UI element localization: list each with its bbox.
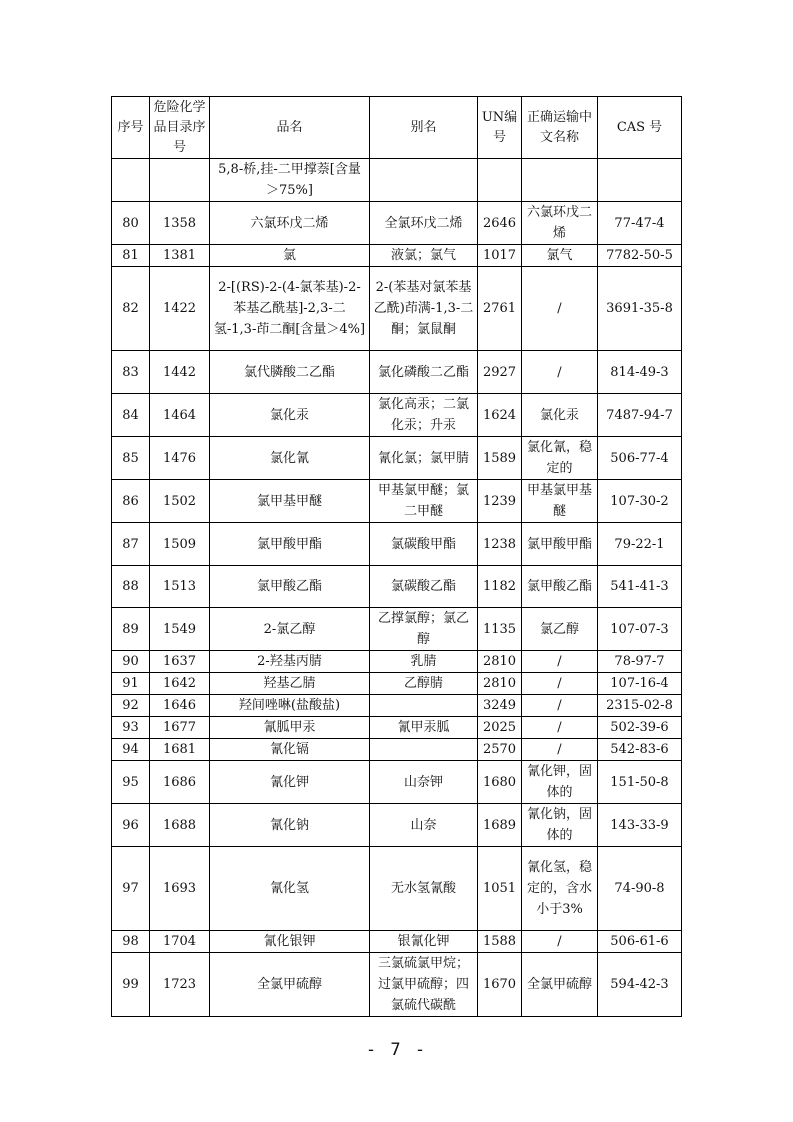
cell-catalog-seq: 1704 <box>150 931 210 953</box>
cell-transport-name: 氯化氰，稳定的 <box>522 437 598 480</box>
hazardous-chemicals-table <box>111 96 682 1017</box>
page-number: - 7 - <box>365 1040 428 1060</box>
cell-alias: 银氰化钾 <box>370 931 478 953</box>
cell-alias: 氰化氯；氯甲腈 <box>370 437 478 480</box>
cell-catalog-seq: 1637 <box>150 651 210 673</box>
cell-product-name: 氰化银钾 <box>210 931 370 953</box>
cell-transport-name: / <box>522 673 598 695</box>
cell-product-name: 氰化氢 <box>210 847 370 931</box>
cell-un-number: 1670 <box>478 953 522 1017</box>
cell-seq: 96 <box>112 804 150 847</box>
cell-seq: 93 <box>112 717 150 739</box>
cell-seq: 80 <box>112 202 150 245</box>
cell-catalog-seq: 1693 <box>150 847 210 931</box>
table-row <box>112 394 682 437</box>
header-seq: 序号 <box>112 97 150 159</box>
cell-transport-name: 氰化氢，稳定的，含水小于3% <box>522 847 598 931</box>
cell-alias: 乙撑氯醇；氯乙醇 <box>370 608 478 651</box>
cell-cas: 7487-94-7 <box>598 394 682 437</box>
cell-catalog-seq: 1464 <box>150 394 210 437</box>
table-row <box>112 523 682 566</box>
cell-transport-name: 全氯甲硫醇 <box>522 953 598 1017</box>
cell-un-number: 2810 <box>478 651 522 673</box>
table-header-row <box>112 97 682 159</box>
cell-seq: 99 <box>112 953 150 1017</box>
table-row <box>112 847 682 931</box>
cell-seq: 97 <box>112 847 150 931</box>
table-row <box>112 267 682 351</box>
cell-alias <box>370 739 478 761</box>
cell-un-number: 1017 <box>478 245 522 267</box>
cell-alias: 氯化高汞；二氯化汞；升汞 <box>370 394 478 437</box>
cell-catalog-seq: 1677 <box>150 717 210 739</box>
cell-alias: 氰甲汞胍 <box>370 717 478 739</box>
cell-seq: 92 <box>112 695 150 717</box>
cell-un-number: 2927 <box>478 351 522 394</box>
cell-product-name: 氯代膦酸二乙酯 <box>210 351 370 394</box>
cell-alias: 氯碳酸甲酯 <box>370 523 478 566</box>
cell-cas: 7782-50-5 <box>598 245 682 267</box>
cell-transport-name: / <box>522 267 598 351</box>
cell-cas: 3691-35-8 <box>598 267 682 351</box>
cell-catalog-seq: 1681 <box>150 739 210 761</box>
cell-cas: 151-50-8 <box>598 761 682 804</box>
cell-catalog-seq: 1723 <box>150 953 210 1017</box>
cell-seq: 94 <box>112 739 150 761</box>
table-row <box>112 931 682 953</box>
cell-seq: 98 <box>112 931 150 953</box>
cell-cas <box>598 159 682 202</box>
cell-transport-name: 六氯环戊二烯 <box>522 202 598 245</box>
cell-cas: 506-77-4 <box>598 437 682 480</box>
header-cas: CAS 号 <box>598 97 682 159</box>
table-row <box>112 437 682 480</box>
cell-cas: 542-83-6 <box>598 739 682 761</box>
cell-catalog-seq: 1509 <box>150 523 210 566</box>
cell-product-name: 羟基乙腈 <box>210 673 370 695</box>
cell-un-number: 1689 <box>478 804 522 847</box>
cell-seq: 90 <box>112 651 150 673</box>
cell-catalog-seq: 1358 <box>150 202 210 245</box>
table-row <box>112 651 682 673</box>
cell-un-number: 1588 <box>478 931 522 953</box>
cell-un-number: 3249 <box>478 695 522 717</box>
cell-cas: 506-61-6 <box>598 931 682 953</box>
cell-alias: 甲基氯甲醚；氯二甲醚 <box>370 480 478 523</box>
header-un-number: UN编号 <box>478 97 522 159</box>
cell-transport-name: / <box>522 651 598 673</box>
cell-un-number: 1238 <box>478 523 522 566</box>
cell-un-number: 1182 <box>478 566 522 608</box>
table-row-continuation <box>112 159 682 202</box>
cell-un-number: 1135 <box>478 608 522 651</box>
cell-transport-name: 氰化钾，固体的 <box>522 761 598 804</box>
cell-transport-name: 氯乙醇 <box>522 608 598 651</box>
cell-transport-name: 氯化汞 <box>522 394 598 437</box>
cell-seq: 81 <box>112 245 150 267</box>
cell-catalog-seq <box>150 159 210 202</box>
cell-seq <box>112 159 150 202</box>
cell-product-name: 六氯环戊二烯 <box>210 202 370 245</box>
cell-seq: 95 <box>112 761 150 804</box>
cell-product-name: 氯甲基甲醚 <box>210 480 370 523</box>
cell-transport-name <box>522 159 598 202</box>
cell-alias: 氯化磷酸二乙酯 <box>370 351 478 394</box>
cell-alias <box>370 159 478 202</box>
table-row <box>112 761 682 804</box>
cell-seq: 88 <box>112 566 150 608</box>
table-row <box>112 608 682 651</box>
table-row <box>112 953 682 1017</box>
cell-product-name: 氯化氰 <box>210 437 370 480</box>
cell-catalog-seq: 1646 <box>150 695 210 717</box>
cell-seq: 91 <box>112 673 150 695</box>
cell-seq: 82 <box>112 267 150 351</box>
header-transport-name: 正确运输中文名称 <box>522 97 598 159</box>
cell-product-name: 氰化钠 <box>210 804 370 847</box>
cell-catalog-seq: 1476 <box>150 437 210 480</box>
table-row <box>112 673 682 695</box>
cell-alias <box>370 695 478 717</box>
cell-un-number <box>478 159 522 202</box>
cell-product-name: 羟间唑啉(盐酸盐) <box>210 695 370 717</box>
cell-seq: 87 <box>112 523 150 566</box>
cell-cas: 107-16-4 <box>598 673 682 695</box>
cell-un-number: 1624 <box>478 394 522 437</box>
cell-transport-name: 氰化钠，固体的 <box>522 804 598 847</box>
cell-catalog-seq: 1642 <box>150 673 210 695</box>
cell-product-name: 氯 <box>210 245 370 267</box>
cell-cas: 107-30-2 <box>598 480 682 523</box>
cell-catalog-seq: 1688 <box>150 804 210 847</box>
table-row <box>112 695 682 717</box>
cell-product-name: 2-氯乙醇 <box>210 608 370 651</box>
cell-transport-name: 甲基氯甲基醚 <box>522 480 598 523</box>
cell-catalog-seq: 1549 <box>150 608 210 651</box>
cell-cas: 541-41-3 <box>598 566 682 608</box>
table-row <box>112 566 682 608</box>
cell-catalog-seq: 1502 <box>150 480 210 523</box>
cell-transport-name: / <box>522 351 598 394</box>
header-product-name: 品名 <box>210 97 370 159</box>
cell-un-number: 2761 <box>478 267 522 351</box>
table-row <box>112 804 682 847</box>
cell-transport-name: 氯甲酸乙酯 <box>522 566 598 608</box>
cell-un-number: 2810 <box>478 673 522 695</box>
cell-product-name: 氰化钾 <box>210 761 370 804</box>
table-row <box>112 202 682 245</box>
cell-transport-name: 氯甲酸甲酯 <box>522 523 598 566</box>
cell-product-name: 5,8-桥,挂-二甲撑萘[含量＞75%] <box>210 159 370 202</box>
cell-transport-name: / <box>522 717 598 739</box>
cell-product-name: 氯甲酸乙酯 <box>210 566 370 608</box>
cell-alias: 2-(苯基对氯苯基乙酰)茚满-1,3-二酮；氯鼠酮 <box>370 267 478 351</box>
cell-catalog-seq: 1442 <box>150 351 210 394</box>
cell-seq: 84 <box>112 394 150 437</box>
cell-un-number: 1051 <box>478 847 522 931</box>
cell-cas: 107-07-3 <box>598 608 682 651</box>
table-row <box>112 717 682 739</box>
cell-product-name: 氯化汞 <box>210 394 370 437</box>
cell-un-number: 1589 <box>478 437 522 480</box>
cell-catalog-seq: 1513 <box>150 566 210 608</box>
cell-transport-name: / <box>522 739 598 761</box>
cell-un-number: 2570 <box>478 739 522 761</box>
cell-un-number: 2646 <box>478 202 522 245</box>
cell-alias: 乳腈 <box>370 651 478 673</box>
cell-product-name: 2-[(RS)-2-(4-氯苯基)-2-苯基乙酰基]-2,3-二氢-1,3-茚二酮[含量＞4%] <box>210 267 370 351</box>
cell-product-name: 氰化镉 <box>210 739 370 761</box>
table-row <box>112 245 682 267</box>
cell-un-number: 2025 <box>478 717 522 739</box>
cell-seq: 85 <box>112 437 150 480</box>
cell-alias: 乙醇腈 <box>370 673 478 695</box>
header-alias: 别名 <box>370 97 478 159</box>
cell-cas: 79-22-1 <box>598 523 682 566</box>
cell-alias: 三氯硫氯甲烷；过氯甲硫醇；四氯硫代碳酰 <box>370 953 478 1017</box>
cell-transport-name: 氯气 <box>522 245 598 267</box>
cell-catalog-seq: 1381 <box>150 245 210 267</box>
table-row <box>112 351 682 394</box>
cell-alias: 氯碳酸乙酯 <box>370 566 478 608</box>
cell-alias: 山奈 <box>370 804 478 847</box>
cell-cas: 143-33-9 <box>598 804 682 847</box>
table-row <box>112 739 682 761</box>
cell-transport-name: / <box>522 931 598 953</box>
cell-catalog-seq: 1686 <box>150 761 210 804</box>
cell-cas: 814-49-3 <box>598 351 682 394</box>
cell-product-name: 氰胍甲汞 <box>210 717 370 739</box>
cell-product-name: 2-羟基丙腈 <box>210 651 370 673</box>
cell-seq: 83 <box>112 351 150 394</box>
cell-alias: 全氯环戊二烯 <box>370 202 478 245</box>
cell-cas: 78-97-7 <box>598 651 682 673</box>
cell-catalog-seq: 1422 <box>150 267 210 351</box>
cell-cas: 502-39-6 <box>598 717 682 739</box>
cell-cas: 594-42-3 <box>598 953 682 1017</box>
header-catalog-seq: 危险化学品目录序号 <box>150 97 210 159</box>
cell-seq: 86 <box>112 480 150 523</box>
cell-seq: 89 <box>112 608 150 651</box>
cell-transport-name: / <box>522 695 598 717</box>
cell-cas: 74-90-8 <box>598 847 682 931</box>
cell-product-name: 氯甲酸甲酯 <box>210 523 370 566</box>
cell-product-name: 全氯甲硫醇 <box>210 953 370 1017</box>
cell-alias: 山奈钾 <box>370 761 478 804</box>
table-row <box>112 480 682 523</box>
cell-alias: 液氯；氯气 <box>370 245 478 267</box>
cell-cas: 77-47-4 <box>598 202 682 245</box>
cell-alias: 无水氢氰酸 <box>370 847 478 931</box>
cell-un-number: 1239 <box>478 480 522 523</box>
cell-un-number: 1680 <box>478 761 522 804</box>
cell-cas: 2315-02-8 <box>598 695 682 717</box>
